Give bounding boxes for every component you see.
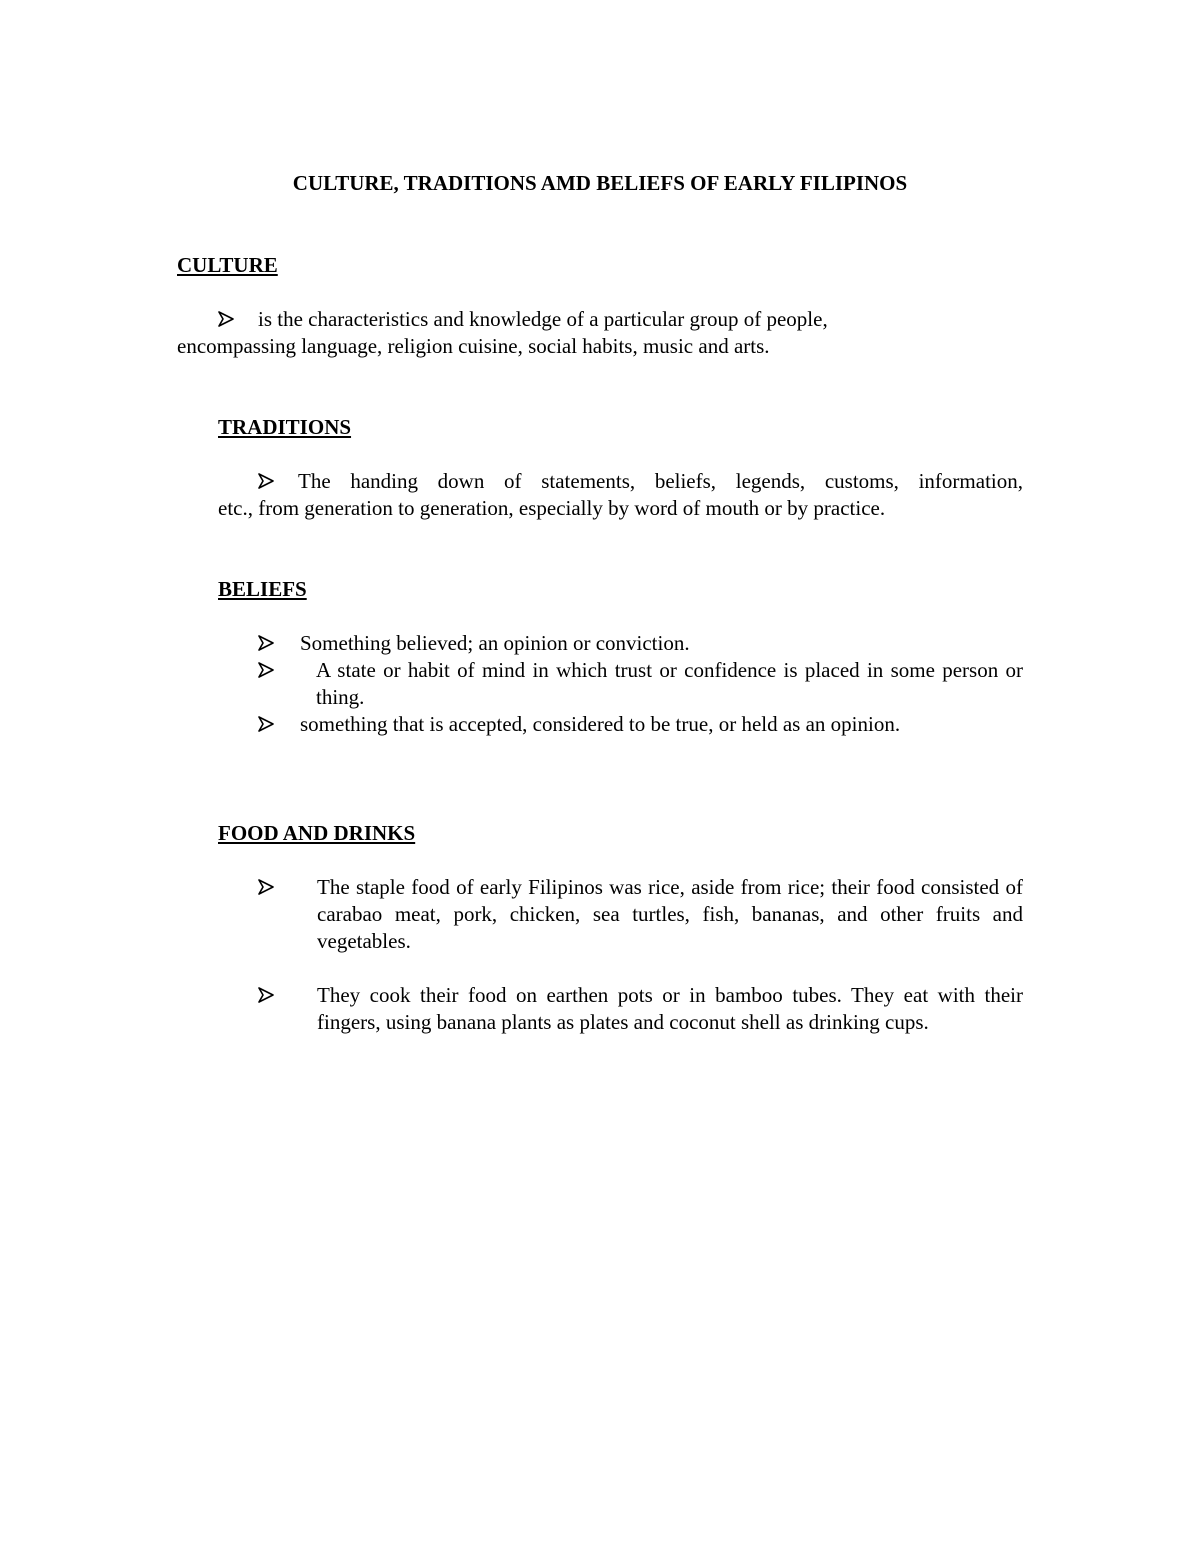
food-bullet-1-text: The staple food of early Filipinos was rice, aside from rice; their food consisted of carabao meat, pork, chicken, sea turtles, fish, bananas, and other fruits and vegetables. — [317, 875, 1023, 953]
culture-bullet-line2: encompassing language, religion cuisine, social habits, music and arts. — [177, 334, 770, 358]
beliefs-bullet-1 — [258, 630, 1023, 657]
food-bullet-2 — [258, 982, 1023, 1036]
beliefs-bullet-1-text: Something believed; an opinion or conviction. — [300, 631, 690, 655]
traditions-heading: TRADITIONS — [218, 415, 352, 439]
arrowhead-bullet-icon — [258, 657, 278, 684]
beliefs-heading: BELIEFS — [218, 577, 307, 601]
arrowhead-bullet-icon — [258, 711, 278, 738]
arrowhead-bullet-icon — [218, 306, 238, 333]
arrowhead-bullet-icon — [258, 630, 278, 657]
culture-bullet — [218, 306, 918, 333]
beliefs-bullet-2-text: A state or habit of mind in which trust or confidence is placed in some person or thing. — [316, 658, 1023, 709]
culture-heading: CULTURE — [177, 253, 278, 277]
food-and-drinks-heading: FOOD AND DRINKS — [218, 821, 416, 845]
traditions-bullet-line1: The handing down of statements, beliefs, legends, customs, information, — [298, 469, 1023, 493]
traditions-bullet — [258, 468, 1023, 495]
food-bullet-1 — [258, 874, 1023, 955]
arrowhead-bullet-icon — [258, 982, 278, 1009]
food-bullet-2-text: They cook their food on earthen pots or in bamboo tubes. They eat with their fingers, using banana plants as plates and coconut shell as drinking cups. — [317, 983, 1023, 1034]
arrowhead-bullet-icon — [258, 468, 278, 495]
traditions-bullet-line2: etc., from generation to generation, especially by word of mouth or by practice. — [218, 496, 886, 520]
arrowhead-bullet-icon — [258, 874, 278, 901]
beliefs-bullet-3-text: something that is accepted, considered to be true, or held as an opinion. — [300, 712, 901, 736]
beliefs-bullet-2 — [258, 657, 1023, 711]
culture-bullet-line1: is the characteristics and knowledge of a particular group of people, — [258, 307, 828, 331]
beliefs-bullet-3 — [258, 711, 1023, 738]
document-title: CULTURE, TRADITIONS AMD BELIEFS OF EARLY FILIPINOS — [292, 171, 908, 195]
